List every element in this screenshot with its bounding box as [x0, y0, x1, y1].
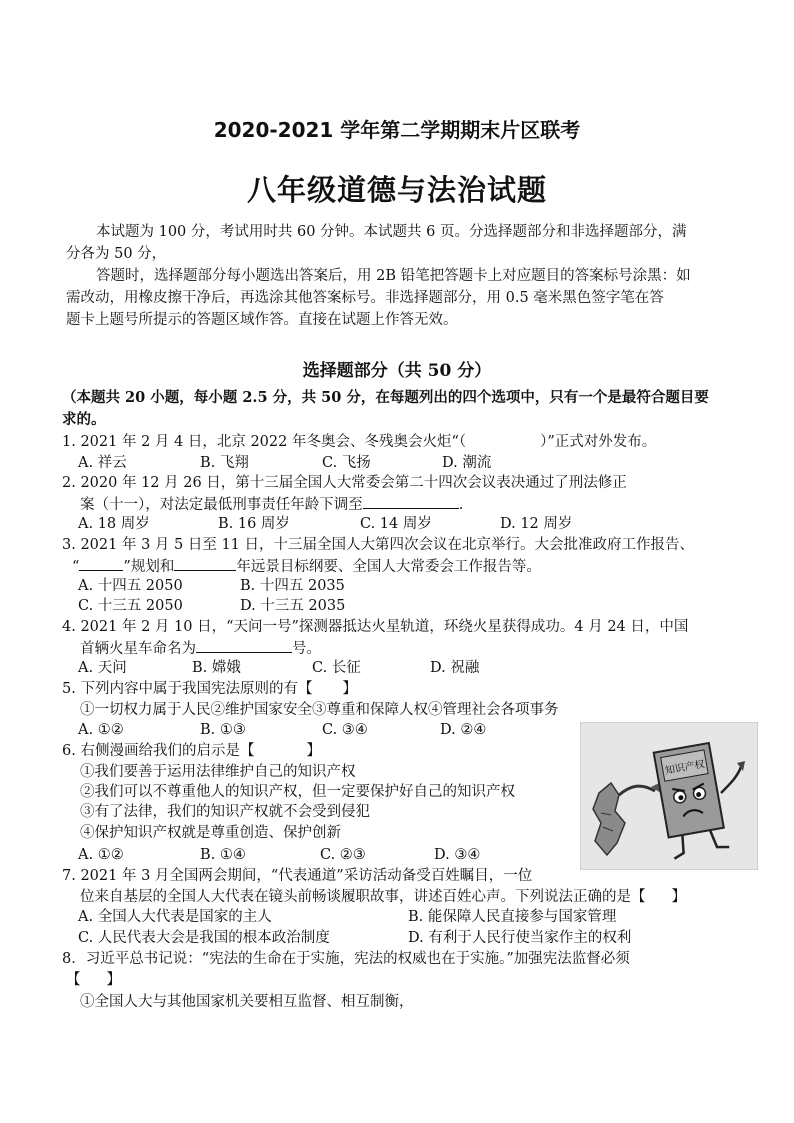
question-2-stem-line-1: 2. 2020 年 12 月 26 日，第十三届全国人大常委会第二十四次会议表决通过了刑法修正	[62, 475, 627, 491]
answer-blank	[196, 638, 292, 653]
question-6-stem	[62, 741, 321, 761]
section-title: 选择题部分（共 50 分）	[302, 361, 492, 381]
question-7-stem-end: 】	[671, 889, 686, 905]
question-6-item-2: ②我们可以不尊重他人的知识产权，但一定要保护好自己的知识产权	[80, 784, 515, 800]
section-note-line-2: 求的。	[62, 411, 106, 428]
question-1-stem	[62, 432, 656, 452]
question-6-item-4: ④保护知识产权就是尊重创造、保护创新	[80, 825, 341, 841]
question-2-option-d: D. 12 周岁	[500, 516, 573, 532]
question-5-option-b: B. ①③	[200, 722, 246, 738]
question-8-stem-line-1: 8．习近平总书记说：“宪法的生命在于实施，宪法的权威也在于实施。”加强宪法监督必须	[62, 951, 630, 967]
question-1-stem-part-a: 1. 2021 年 2 月 4 日，北京 2022 年冬奥会、冬残奥会火炬“（	[62, 434, 467, 450]
question-2-stem-line-2	[80, 494, 463, 515]
question-3-stem-end: 年远景目标纲要、全国人大常委会工作报告等。	[236, 559, 541, 575]
question-4-option-c: C. 长征	[312, 660, 361, 676]
answer-blank	[363, 494, 459, 509]
question-7-stem-line-1: 7. 2021 年 3 月全国两会期间，“代表通道”采访活动备受百姓瞩目，一位	[62, 868, 533, 884]
question-6-stem-text: 6. 右侧漫画给我们的启示是【	[62, 743, 255, 759]
question-3-stem-line-2	[72, 556, 541, 577]
section-note-line-1: （本题共 20 小题，每小题 2.5 分，共 50 分，在每题列出的四个选项中，只有一个是最符合题目要	[62, 389, 709, 406]
question-4-stem-text: 首辆火星车命名为	[80, 641, 196, 657]
instruction-line-3: 答题时，选择题部分每小题选出答案后，用 2B 铅笔把答题卡上对应题目的答案标号涂黑：如	[96, 268, 691, 284]
question-6-option-a: A. ①②	[78, 847, 124, 863]
question-3-option-d: D. 十三五 2035	[240, 598, 346, 614]
question-5-option-d: D. ②④	[440, 722, 487, 738]
question-1-option-d: D. 潮流	[442, 455, 492, 471]
question-5-items: ①一切权力属于人民②维护国家安全③尊重和保障人权④管理社会各项事务	[80, 702, 559, 718]
question-6-stem-end: 】	[306, 743, 321, 759]
question-7-stem-line-2	[80, 887, 686, 907]
question-8-bracket-open: 【	[66, 972, 81, 988]
question-2-option-b: B. 16 周岁	[218, 516, 290, 532]
question-5-stem	[62, 679, 357, 699]
question-1-option-c: C. 飞扬	[322, 455, 371, 471]
question-4-option-d: D. 祝融	[430, 660, 480, 676]
cartoon-illustration	[581, 723, 757, 869]
question-3-option-c: C. 十三五 2050	[78, 598, 183, 614]
question-7-option-a: A. 全国人大代表是国家的主人	[78, 909, 272, 925]
question-1-option-b: B. 飞翔	[200, 455, 249, 471]
answer-blank	[79, 556, 123, 571]
question-4-option-a: A. 天问	[78, 660, 127, 676]
question-4-stem-end: 号。	[292, 641, 321, 657]
instruction-line-4: 需改动，用橡皮擦干净后，再选涂其他答案标号。非选择题部分，用 0.5 毫米黑色签字笔在答	[66, 290, 664, 306]
instruction-line-2: 分各为 50 分，	[66, 246, 167, 262]
question-6-item-1: ①我们要善于运用法律维护自己的知识产权	[80, 764, 356, 780]
exam-title: 2020-2021 学年第二学期期末片区联考	[213, 118, 581, 142]
question-7-option-c: C. 人民代表大会是我国的根本政治制度	[78, 930, 330, 946]
question-4-stem-line-2	[80, 638, 321, 659]
instruction-line-5: 题卡上题号所提示的答题区域作答。直接在试题上作答无效。	[66, 312, 458, 328]
question-6-option-b: B. ①④	[200, 847, 246, 863]
question-4-option-b: B. 嫦娥	[192, 660, 241, 676]
question-6-option-c: C. ②③	[320, 847, 366, 863]
question-1-stem-part-b: ）”正式对外发布。	[540, 434, 657, 450]
question-2-stem-end: .	[458, 497, 464, 513]
question-2-stem-text: 案（十一），对法定最低刑事责任年龄下调至	[80, 497, 363, 513]
cartoon-image	[580, 722, 758, 870]
question-3-option-a: A. 十四五 2050	[78, 578, 183, 594]
answer-blank	[174, 556, 236, 571]
cartoon-book-text: 知识产权	[664, 759, 706, 777]
question-5-option-c: C. ③④	[322, 722, 368, 738]
subject-title: 八年级道德与法治试题	[246, 173, 547, 207]
question-8-item-1: ①全国人大与其他国家机关要相互监督、相互制衡，	[80, 994, 414, 1010]
question-8-stem-line-2	[66, 970, 121, 990]
question-5-stem-text: 5. 下列内容中属于我国宪法原则的有【	[62, 681, 313, 697]
question-4-stem-line-1: 4. 2021 年 2 月 10 日，“天问一号”探测器抵达火星轨道，环绕火星获得成功。4 月 24 日，中国	[62, 619, 689, 635]
question-5-stem-end: 】	[342, 681, 357, 697]
question-6-item-3: ③有了法律，我们的知识产权就不会受到侵犯	[80, 804, 370, 820]
question-7-option-b: B. 能保障人民直接参与国家管理	[408, 909, 617, 925]
question-2-option-a: A. 18 周岁	[78, 516, 150, 532]
question-7-option-d: D. 有利于人民行使当家作主的权利	[408, 930, 632, 946]
question-3-stem-mid: ”规划和	[123, 559, 175, 575]
question-2-option-c: C. 14 周岁	[360, 516, 432, 532]
question-3-option-b: B. 十四五 2035	[240, 578, 345, 594]
question-1-option-a: A. 祥云	[78, 455, 127, 471]
question-6-option-d: D. ③④	[434, 847, 481, 863]
question-8-bracket-close: 】	[106, 972, 121, 988]
question-3-quote-open: “	[72, 559, 80, 575]
question-5-option-a: A. ①②	[78, 722, 124, 738]
question-7-stem-text: 位来自基层的全国人大代表在镜头前畅谈履职故事，讲述百姓心声。下列说法正确的是【	[80, 889, 646, 905]
instruction-line-1: 本试题为 100 分，考试用时共 60 分钟。本试题共 6 页。分选择题部分和非选择题部分，满	[96, 224, 687, 240]
question-3-stem-line-1: 3. 2021 年 3 月 5 日至 11 日，十三届全国人大第四次会议在北京举行。大会批准政府工作报告、	[62, 537, 695, 553]
